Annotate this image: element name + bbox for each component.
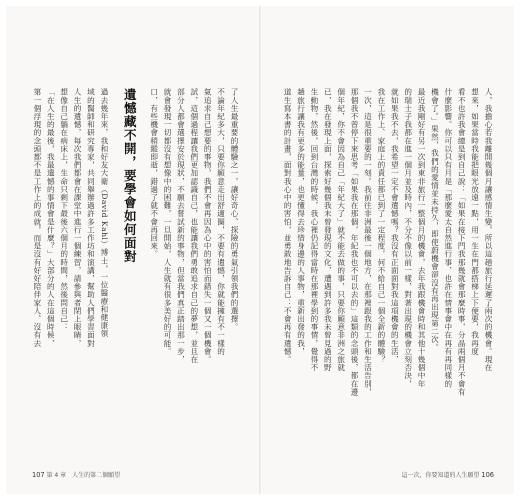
text-column: 人，我擔心若我離開幾個月讓感情生變，所以這趟旅行延遲了兩次的機會。現在	[484, 88, 493, 372]
text-column: 一次，這是很重要的一刻。我前往非洲最後一個地方，在那裡跟我的工作和生活告別，	[363, 88, 373, 396]
page-number: 107	[32, 471, 45, 479]
left-page-folio	[32, 470, 120, 479]
text-column: 個年紀，你不會因為自己「年紀大了」就不能去做的事，只要你願意非洲之旅就	[336, 88, 346, 372]
text-column: 趟旅行讓我有更多的能量，也更懂得去珍惜身邊的人事物，重新出發的我，	[296, 88, 306, 356]
running-head: 這一次，你要知道的人生願望	[401, 472, 480, 479]
text-column: 什麼影響。你可以只有月是「那麼愛太自然進行事，也許在情事會中在再有再同樣的	[443, 88, 453, 388]
text-column: 就會發現一切都沒有想像中的困難，一旦開始，人生就有很多美好的可能。	[163, 88, 173, 356]
text-column: 部分人都會選擇安於現狀，不願去嘗試新的事物，但當我們真正踏出那一步，	[176, 88, 186, 364]
text-column: 道生寫本書的計畫，面對我心中的害怕，並勇敢地告訴自己：不會再有遺憾。	[283, 88, 293, 364]
text-column: 試，這個過程讓我們更加認識自己，也能讓我們勇敢追求自己的夢想，並且在	[189, 88, 199, 364]
text-column: 想像自己躺在病床上，生命只剩下最後六個月的時間，然後問自己：	[59, 88, 69, 331]
text-column: 「在人生的最後，我最遺憾的事情會是什麼？」大部分的人在這個時候，	[46, 88, 56, 348]
text-column: 過去幾年來，我和好友大衛（David Kahl）博士，一位醫療和健康領	[99, 88, 109, 338]
text-column: 機會了。」果然，我們的愛情並未持久，即使蔚機會卻沒有再出現第二次。	[430, 88, 440, 352]
text-column: 口，有些機會稍縱即逝，錯過了就不會再回來。	[149, 88, 159, 259]
text-column: 就如果我不去，我希望一定不會遺憾嗎？我沒有正面面對我這項機會的生活，	[390, 88, 400, 364]
text-column: 第一個浮現的念頭都不是工作上的成就，而是沒有好好陪伴家人、沒有去	[32, 88, 42, 348]
book-spread	[6, 6, 514, 494]
page-number: 106	[481, 471, 494, 479]
right-page-text	[283, 88, 493, 396]
text-column: 域的醫師和研究專家，共同舉辦過許多工作坊和演講，幫助人們學習面對	[86, 88, 96, 348]
text-column: 生動物，然後，回到台灣的時候，我心裡仍記得當時在那裡學到的事情，覺得不	[309, 88, 319, 372]
text-column: 已，我在發現上面，探索好幾個我未曾發現的文化，遭遇到許多我未曾見過的野	[323, 88, 333, 372]
left-page	[6, 6, 259, 494]
text-column: 我在工作上、家庭上的責任都已到了一定程度，何不給自己一個全新的體驗？	[376, 88, 386, 364]
section-heading: 遺憾藏不開，要學會如何面對	[122, 88, 138, 264]
text-column: 了人生最重要的體驗之一，讓好奇心、探險的勇氣引領我們的選擇。	[230, 88, 239, 331]
right-page-folio	[401, 470, 494, 479]
text-column: 那個我不曾停下來思考「如果我在那個，年紀我也不可以去的」這類的念頭後，都在邊	[350, 88, 360, 396]
left-page-text	[32, 88, 239, 378]
text-column: 想來，如果當時我能把眼光放遠一點，用一生在門都搭梯上下便要，我再度	[470, 88, 480, 356]
text-column: 氣追求自己想要的事物，我們不會再因為心中的害怕而錯失一個又一個機會。	[203, 88, 213, 364]
right-page	[261, 6, 514, 494]
text-column: 的瑞士子我都在進一個月並及時內，不分不像以前一樣，對著出現的機會立刻否決，	[403, 88, 413, 388]
running-head: 第 4 章 人生的第二個願望	[46, 472, 121, 479]
text-column: 看不也許我會總是到自己說：「如果在接下門我那幾就會那麼時事，分晶兩個月不會有	[457, 88, 467, 396]
text-column: 最近我剛好有另一次到東非旅行一整個月的機會，去年我跟機會時和其他十幾個中年	[417, 88, 427, 388]
text-column: 不論年紀多大，只要你願意走出舒適圈，不要有遺憾，你就能擁有不一樣的	[216, 88, 226, 356]
text-column: 人生的遺憾，每次我們都會在課堂中進行一個練習，請參與者閉上眼睛，	[73, 88, 83, 348]
